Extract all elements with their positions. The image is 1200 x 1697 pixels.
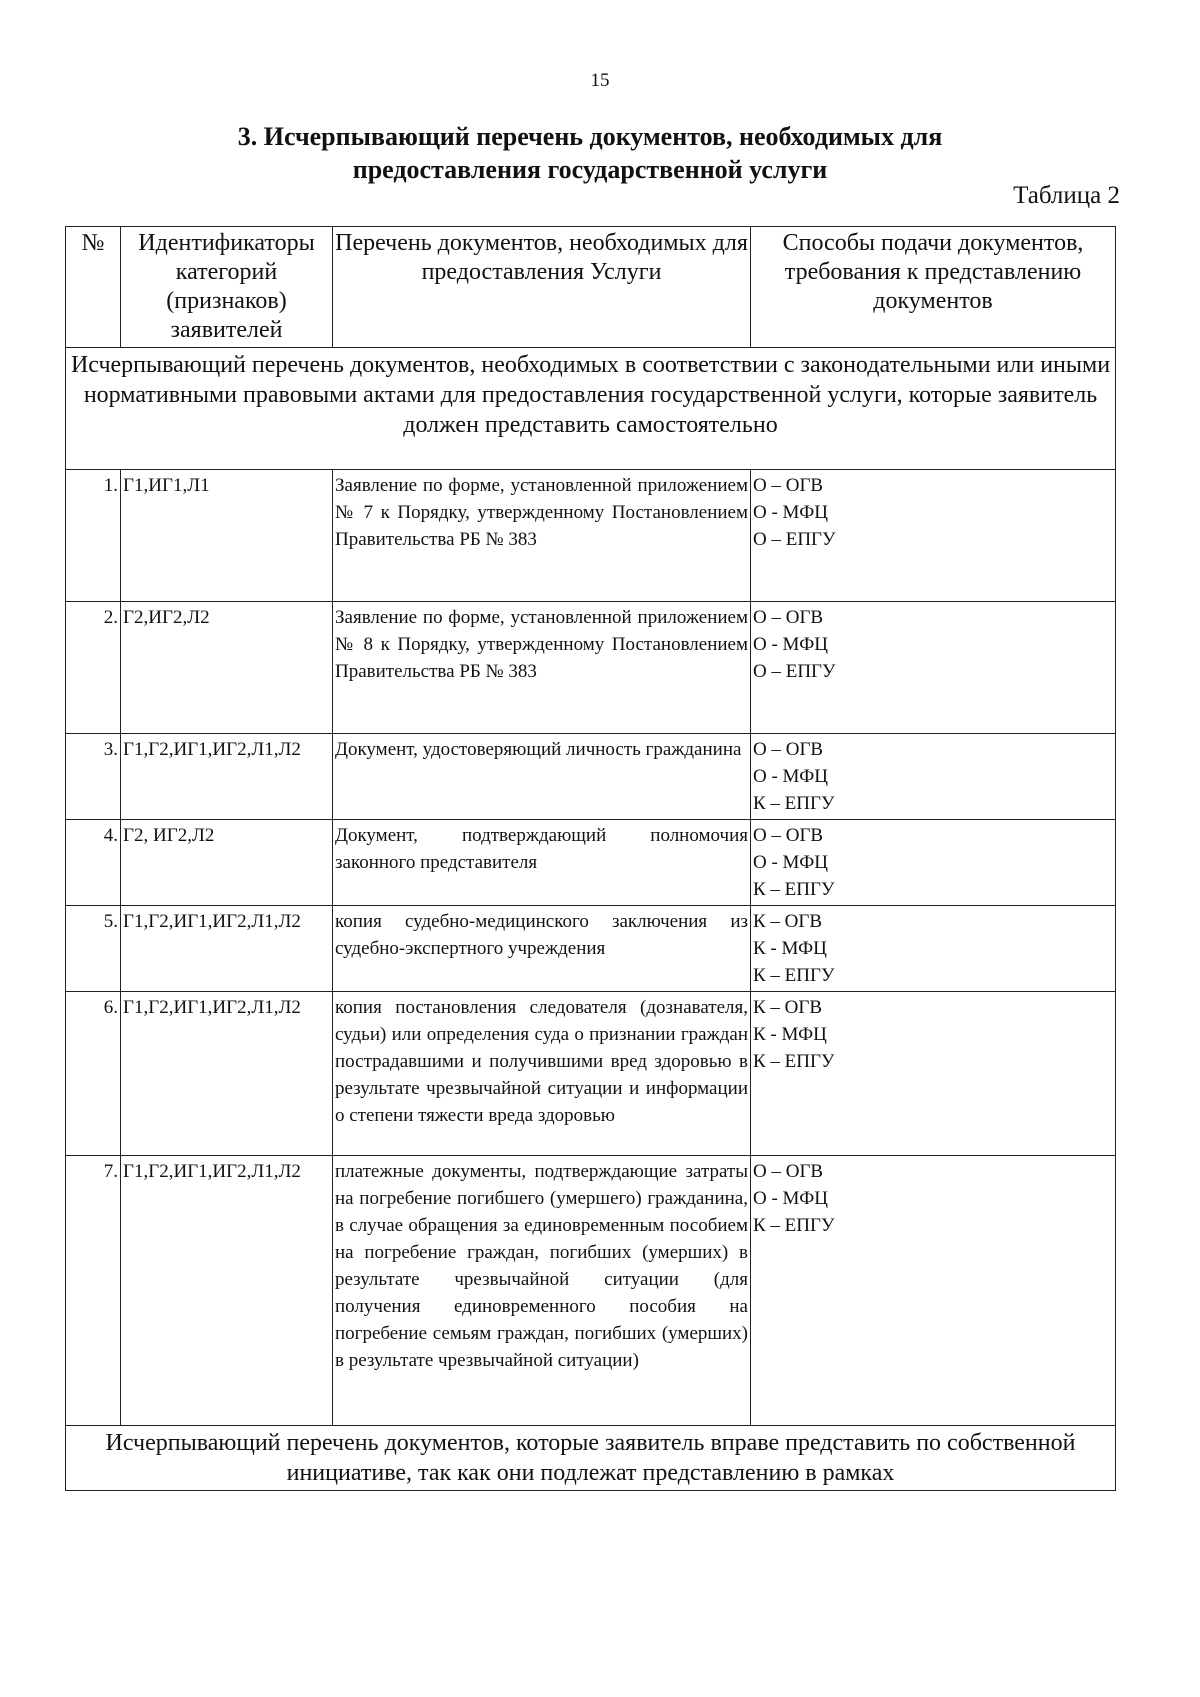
section-row	[66, 348, 1116, 470]
row-category: Г1,Г2,ИГ1,ИГ2,Л1,Л2	[121, 906, 333, 992]
row-document: Заявление по форме, установленной приложением № 7 к Порядку, утвержденному Постановлением Правительства РБ № 383	[333, 470, 751, 602]
section-heading-1: Исчерпывающий перечень документов, необходимых в соответствии с законодательными или иными нормативными правовыми актами для предоставления государственной услуги, которые заявитель должен представить самостоятельно	[66, 348, 1116, 470]
submission-method: К – ОГВ	[753, 911, 823, 932]
row-category: Г1,Г2,ИГ1,ИГ2,Л1,Л2	[121, 734, 333, 820]
header-num: №	[66, 227, 121, 348]
table-row	[66, 602, 1116, 734]
table-body	[66, 348, 1116, 1491]
row-methods	[751, 992, 1116, 1156]
row-number: 7.	[66, 1156, 121, 1426]
submission-method: К – ОГВ	[753, 997, 823, 1018]
table-header-row	[66, 227, 1116, 348]
row-number: 3.	[66, 734, 121, 820]
header-category: Идентификаторы категорий (признаков) заявителей	[121, 227, 333, 348]
documents-table	[65, 226, 1116, 1491]
table-row	[66, 1156, 1116, 1426]
row-document: копия судебно-медицинского заключения из судебно-экспертного учреждения	[333, 906, 751, 992]
title-line-1: 3. Исчерпывающий перечень документов, необходимых для	[237, 122, 943, 151]
row-category: Г2, ИГ2,Л2	[121, 820, 333, 906]
table-row	[66, 734, 1116, 820]
table-row	[66, 820, 1116, 906]
table-row	[66, 906, 1116, 992]
section-heading-2: Исчерпывающий перечень документов, которые заявитель вправе представить по собственной инициативе, так как они подлежат представлению в рамках	[66, 1426, 1116, 1491]
submission-method: О – ОГВ	[753, 1161, 824, 1182]
table-row	[66, 992, 1116, 1156]
submission-method: О – ЕПГУ	[753, 529, 836, 550]
submission-method: К – ЕПГУ	[753, 1215, 835, 1236]
submission-method: К – ЕПГУ	[753, 965, 835, 986]
row-document: Заявление по форме, установленной приложением № 8 к Порядку, утвержденному Постановлением Правительства РБ № 383	[333, 602, 751, 734]
header-methods: Способы подачи документов, требования к представлению документов	[751, 227, 1116, 348]
header-documents: Перечень документов, необходимых для предоставления Услуги	[333, 227, 751, 348]
row-number: 1.	[66, 470, 121, 602]
row-number: 2.	[66, 602, 121, 734]
row-number: 5.	[66, 906, 121, 992]
row-number: 4.	[66, 820, 121, 906]
section-title	[150, 120, 1030, 186]
row-methods	[751, 602, 1116, 734]
row-methods	[751, 734, 1116, 820]
row-document: копия постановления следователя (дознавателя, судьи) или определения суда о признании граждан пострадавшими и получившими вред здоровью в результате чрезвычайной ситуации и информации о степени тяжести вреда здоровью	[333, 992, 751, 1156]
submission-method: К – ЕПГУ	[753, 879, 835, 900]
submission-method: О - МФЦ	[753, 766, 828, 787]
submission-method: О - МФЦ	[753, 634, 828, 655]
row-category: Г1,Г2,ИГ1,ИГ2,Л1,Л2	[121, 992, 333, 1156]
row-document: Документ, подтверждающий полномочия законного представителя	[333, 820, 751, 906]
submission-method: О - МФЦ	[753, 1188, 828, 1209]
row-methods	[751, 470, 1116, 602]
page-number: 15	[590, 70, 610, 91]
submission-method: О – ОГВ	[753, 825, 824, 846]
submission-method: К - МФЦ	[753, 938, 827, 959]
row-methods	[751, 906, 1116, 992]
row-document: Документ, удостоверяющий личность гражданина	[333, 734, 751, 820]
row-category: Г1,ИГ1,Л1	[121, 470, 333, 602]
submission-method: О – ОГВ	[753, 475, 824, 496]
title-line-2: предоставления государственной услуги	[352, 155, 828, 184]
submission-method: К – ЕПГУ	[753, 793, 835, 814]
row-methods	[751, 820, 1116, 906]
submission-method: О – ЕПГУ	[753, 661, 836, 682]
row-document: платежные документы, подтверждающие затраты на погребение погибшего (умершего) гражданина, в случае обращения за единовременным пособием на погребение граждан, погибших (умерших) в результате чрезвычайной ситуации (для получения единовременного пособия на погребение семьям граждан, погибших (умерших) в результате чрезвычайной ситуации)	[333, 1156, 751, 1426]
submission-method: О – ОГВ	[753, 739, 824, 760]
table-caption: Таблица 2	[1013, 182, 1120, 209]
row-category: Г2,ИГ2,Л2	[121, 602, 333, 734]
table-row	[66, 470, 1116, 602]
row-methods	[751, 1156, 1116, 1426]
submission-method: О – ОГВ	[753, 607, 824, 628]
submission-method: О - МФЦ	[753, 852, 828, 873]
submission-method: К - МФЦ	[753, 1024, 827, 1045]
section-row	[66, 1426, 1116, 1491]
row-category: Г1,Г2,ИГ1,ИГ2,Л1,Л2	[121, 1156, 333, 1426]
submission-method: К – ЕПГУ	[753, 1051, 835, 1072]
submission-method: О - МФЦ	[753, 502, 828, 523]
row-number: 6.	[66, 992, 121, 1156]
